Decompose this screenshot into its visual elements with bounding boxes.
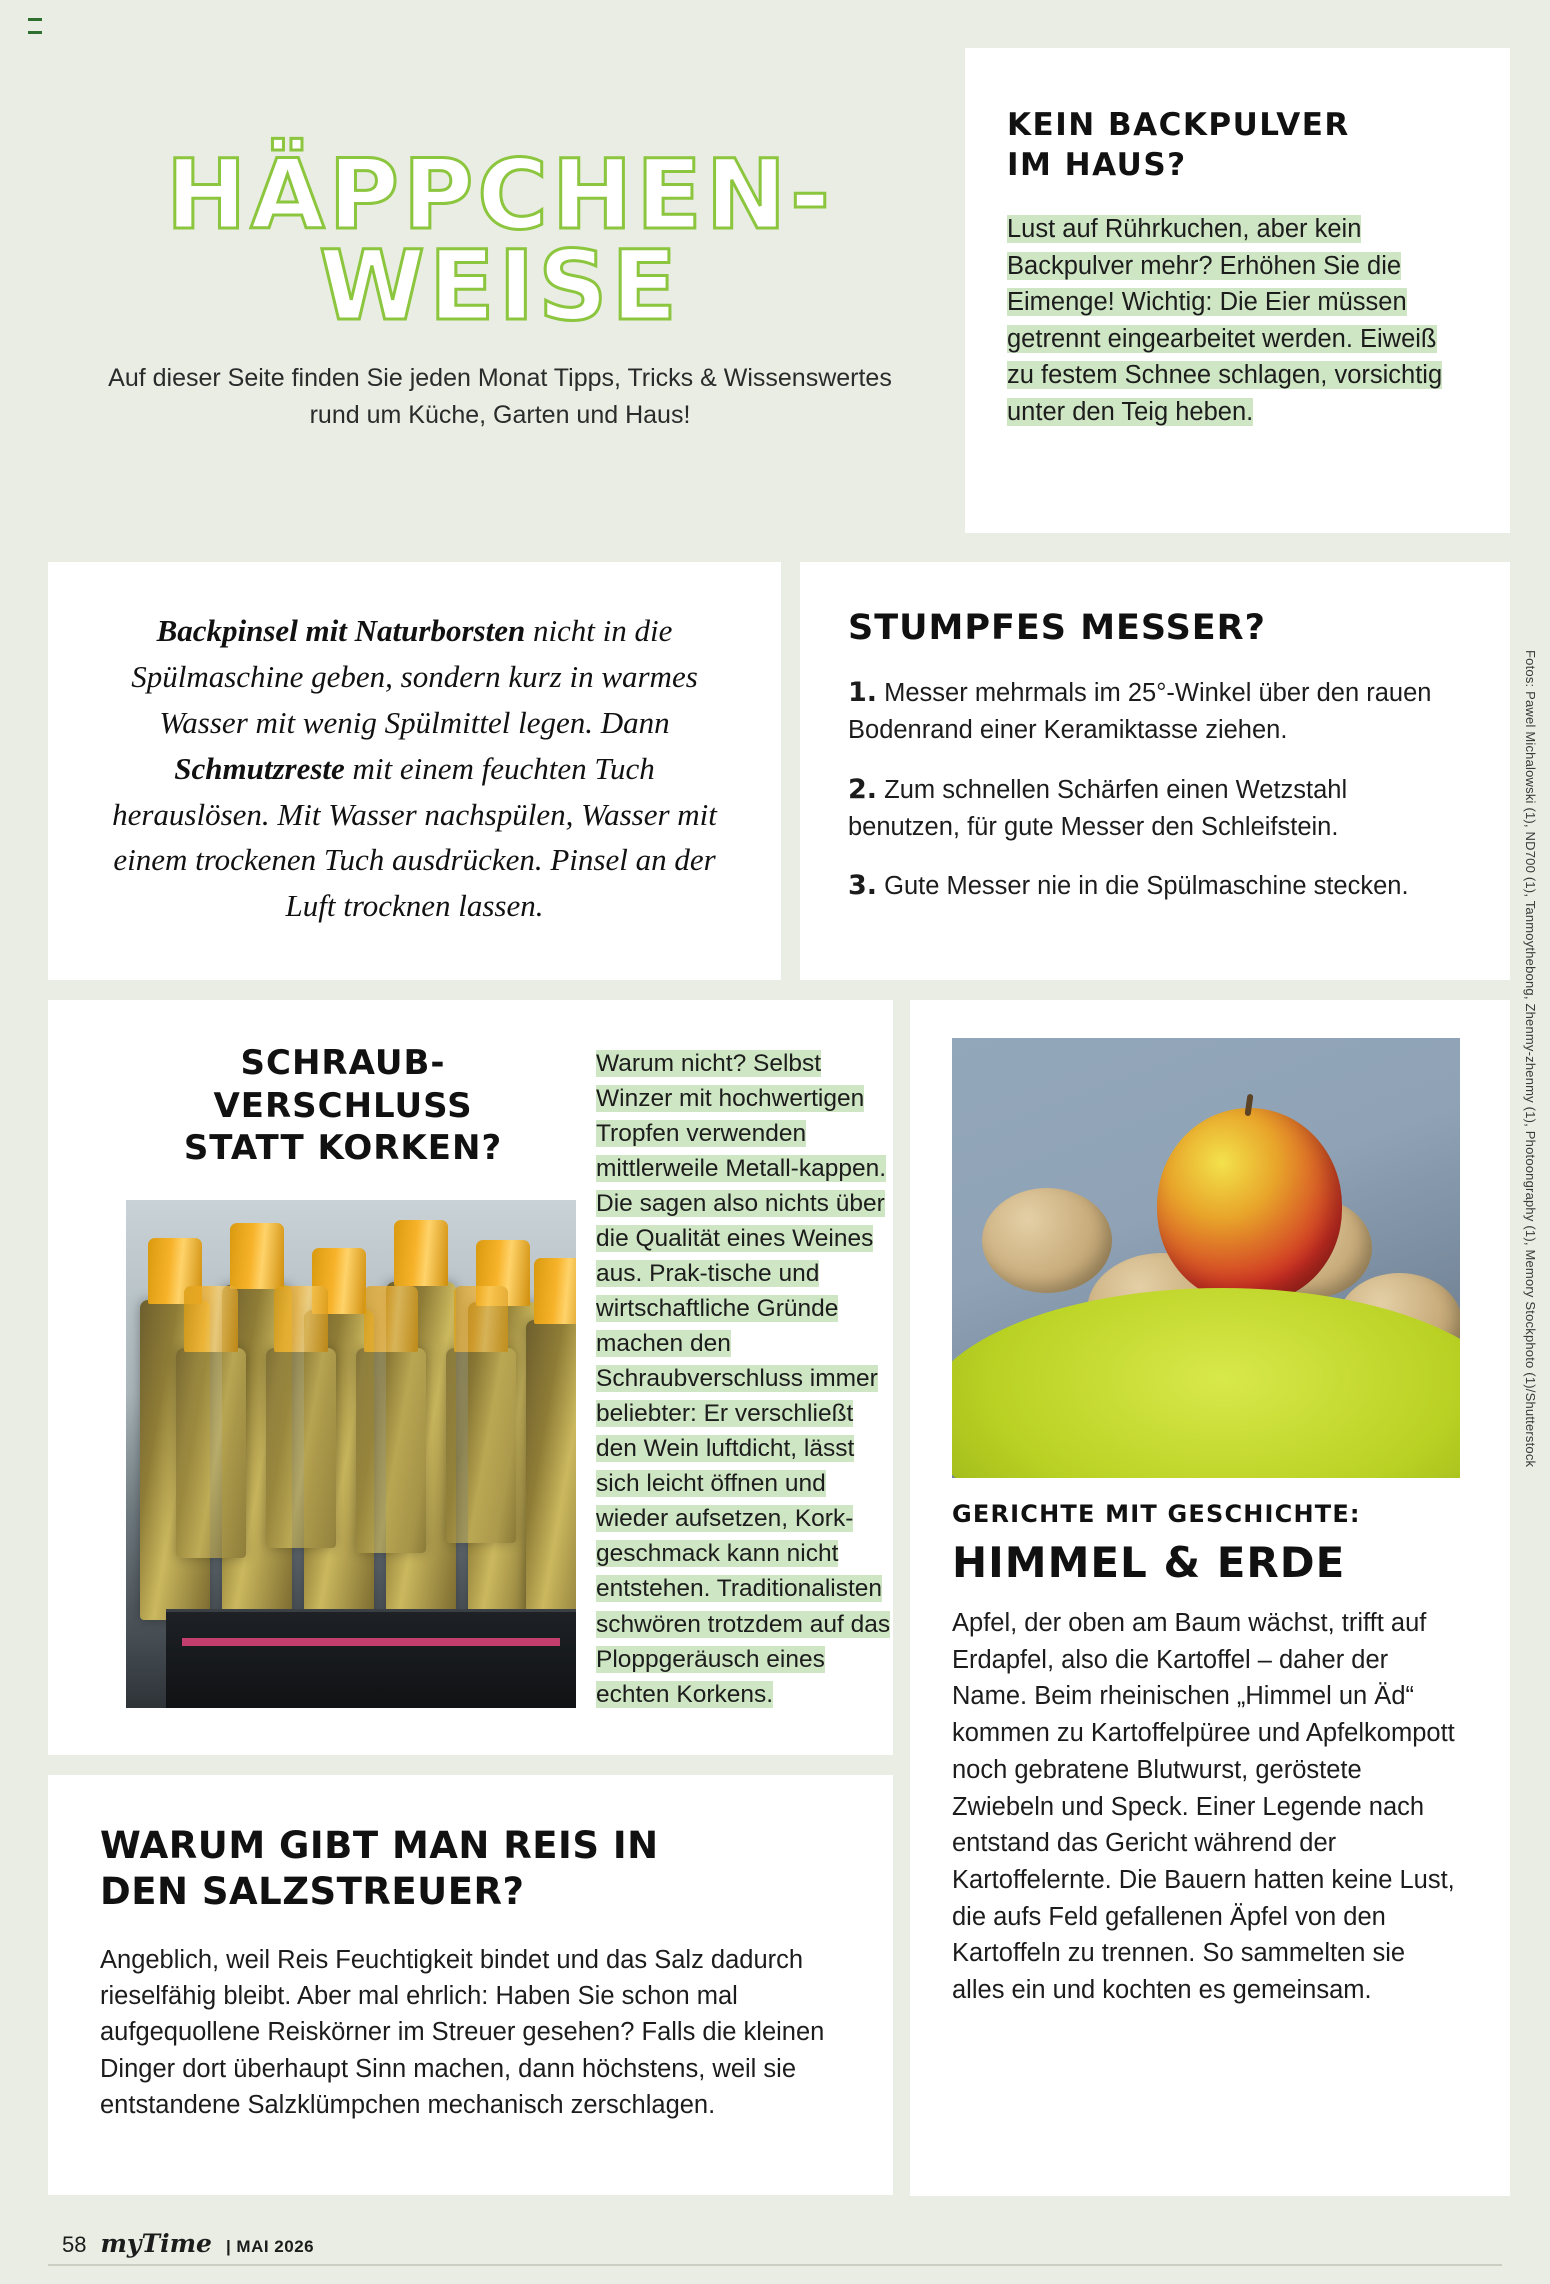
apple-stem bbox=[1244, 1094, 1253, 1117]
card-backpinsel bbox=[48, 562, 781, 980]
heading-line2: IM HAUS? bbox=[1007, 146, 1187, 183]
page-footer bbox=[62, 2229, 314, 2258]
list-item-number: 3. bbox=[848, 870, 878, 902]
brand-logo: myTime bbox=[100, 2229, 212, 2258]
card-heading bbox=[100, 1823, 841, 1916]
footer-divider bbox=[48, 2264, 1502, 2266]
apple-and-potatoes-photo bbox=[952, 1038, 1460, 1478]
card-body bbox=[1007, 211, 1468, 430]
list-item bbox=[848, 674, 1462, 749]
photo-credits: Fotos: Pawel Michalowski (1), ND700 (1), Tanmoythebong, Zhenmy-zhenmy (1), Photoongraphy (1), Memory Stockphoto (1)/Shutterstock bbox=[1523, 650, 1538, 1468]
card-body bbox=[596, 1046, 896, 1712]
wine-bottles-photo bbox=[126, 1200, 576, 1708]
list-item-number: 1. bbox=[848, 677, 878, 708]
card-body: Angeblich, weil Reis Feuchtigkeit bindet und das Salz dadurch rieselfähig bleibt. Aber mal ehrlich: Haben Sie schon mal aufgequollene Reiskörner im Streuer gesehen? Falls die kleinen Dinger dort überhaupt Sinn machen, dann höchstens, weil sie entstandene Salzklümpchen mechanisch zerschlagen. bbox=[100, 1945, 825, 2120]
list-item-text: Zum schnellen Schärfen einen Wetzstahl benutzen, für gute Messer den Schleifstein. bbox=[848, 775, 1348, 841]
heading-line3: STATT KORKEN? bbox=[183, 1128, 503, 1168]
card-body bbox=[100, 608, 729, 929]
heading-line1: KEIN BACKPULVER bbox=[1007, 107, 1350, 143]
page-subtitle: Auf dieser Seite finden Sie jeden Monat Tipps, Tricks & Wissenswertes rund um Küche, Garten und Haus! bbox=[108, 364, 892, 429]
list-item-number: 2. bbox=[848, 773, 878, 805]
card-heading bbox=[158, 1042, 528, 1170]
page-title bbox=[100, 139, 900, 343]
heading-line2: DEN SALZSTREUER? bbox=[100, 1870, 525, 1914]
heading-line1: SCHRAUB- bbox=[240, 1043, 446, 1083]
backpinsel-bold-1: Backpinsel mit Naturborsten bbox=[156, 613, 526, 648]
card-schraubverschluss bbox=[48, 1000, 893, 1755]
backpinsel-bold-2: Schmutzreste bbox=[174, 750, 345, 786]
heading-line2: VERSCHLUSS bbox=[213, 1085, 473, 1126]
card-himmel-und-erde bbox=[910, 1000, 1510, 2196]
card-body: Apfel, der oben am Baum wächst, trifft auf Erdapfel, also die Kartoffel – daher der Name. Beim rheinischen „Himmel un Äd“ kommen zu Kartoffelpüree und Apfelkompott noch gebratene Blutwurst, geröstete Zwiebeln und Speck. Einer Legende nach entstand das Gericht während der Kartoffelernte. Die Bauern hatten keine Lust, die aufs Feld gefallenen Äpfel von den Kartoffeln zu trennen. So sammelten sie alles ein und kochten es gemeinsam. bbox=[952, 1609, 1455, 2005]
list-item bbox=[848, 771, 1462, 846]
card-kein-backpulver bbox=[965, 48, 1510, 533]
card-body-text: Warum nicht? Selbst Winzer mit hochwertigen Tropfen verwenden mittlerweile Metall-kappen. Die sagen also nichts über die Qualität eines Weines aus. Prak-tische und wirtschaftliche Gründe machen den Schraubverschluss immer beliebter: Er verschließt den Wein luftdicht, lässt sich leicht öffnen und wieder aufsetzen, Kork-geschmack kann nicht entstehen. Traditionalisten schwören trotzdem auf das Ploppgeräusch eines echten Korkens. bbox=[596, 1050, 891, 1708]
photo-illustration bbox=[952, 1038, 1460, 1478]
page-number: 58 bbox=[62, 2232, 87, 2257]
registration-mark-icon bbox=[28, 18, 42, 34]
card-heading: STUMPFES MESSER? bbox=[848, 608, 1266, 648]
card-heading bbox=[1007, 106, 1468, 185]
backpinsel-text-2: mit einem feuchten Tuch herauslösen. Mit Wasser nachspülen, Wasser mit einem trockenen Tuch ausdrücken. Pinsel an der Luft trocknen lassen. bbox=[112, 750, 717, 924]
backpinsel-text-1: nicht in die Spülmaschine geben, sondern kurz in warmes Wasser mit wenig Spülmittel legen. Dann bbox=[131, 613, 698, 740]
card-stumpfes-messer bbox=[800, 562, 1510, 980]
crate bbox=[166, 1609, 576, 1708]
card-body-text: Lust auf Rührkuchen, aber kein Backpulver mehr? Erhöhen Sie die Eimenge! Wichtig: Die Eier müssen getrennt eingearbeitet werden. Eiweiß zu festem Schnee schlagen, vorsichtig unter den Teig heben. bbox=[1007, 215, 1443, 426]
issue-label: | MAI 2026 bbox=[225, 2237, 315, 2256]
page-title-block bbox=[100, 139, 900, 433]
list-item-text: Messer mehrmals im 25°-Winkel über den rauen Bodenrand einer Keramiktasse ziehen. bbox=[848, 679, 1432, 745]
photo-illustration bbox=[126, 1200, 576, 1708]
page-title-line1: HÄPPCHEN- bbox=[166, 139, 834, 251]
plate bbox=[952, 1288, 1460, 1478]
heading-line1: WARUM GIBT MAN REIS IN bbox=[100, 1824, 659, 1867]
card-reis-im-salzstreuer bbox=[48, 1775, 893, 2195]
card-heading: HIMMEL & ERDE bbox=[952, 1538, 1346, 1587]
card-kicker: GERICHTE MIT GESCHICHTE: bbox=[952, 1500, 1361, 1528]
list-item bbox=[848, 867, 1462, 905]
list-item-text: Gute Messer nie in die Spülmaschine stecken. bbox=[877, 872, 1409, 901]
page-title-line2: WEISE bbox=[319, 230, 681, 343]
